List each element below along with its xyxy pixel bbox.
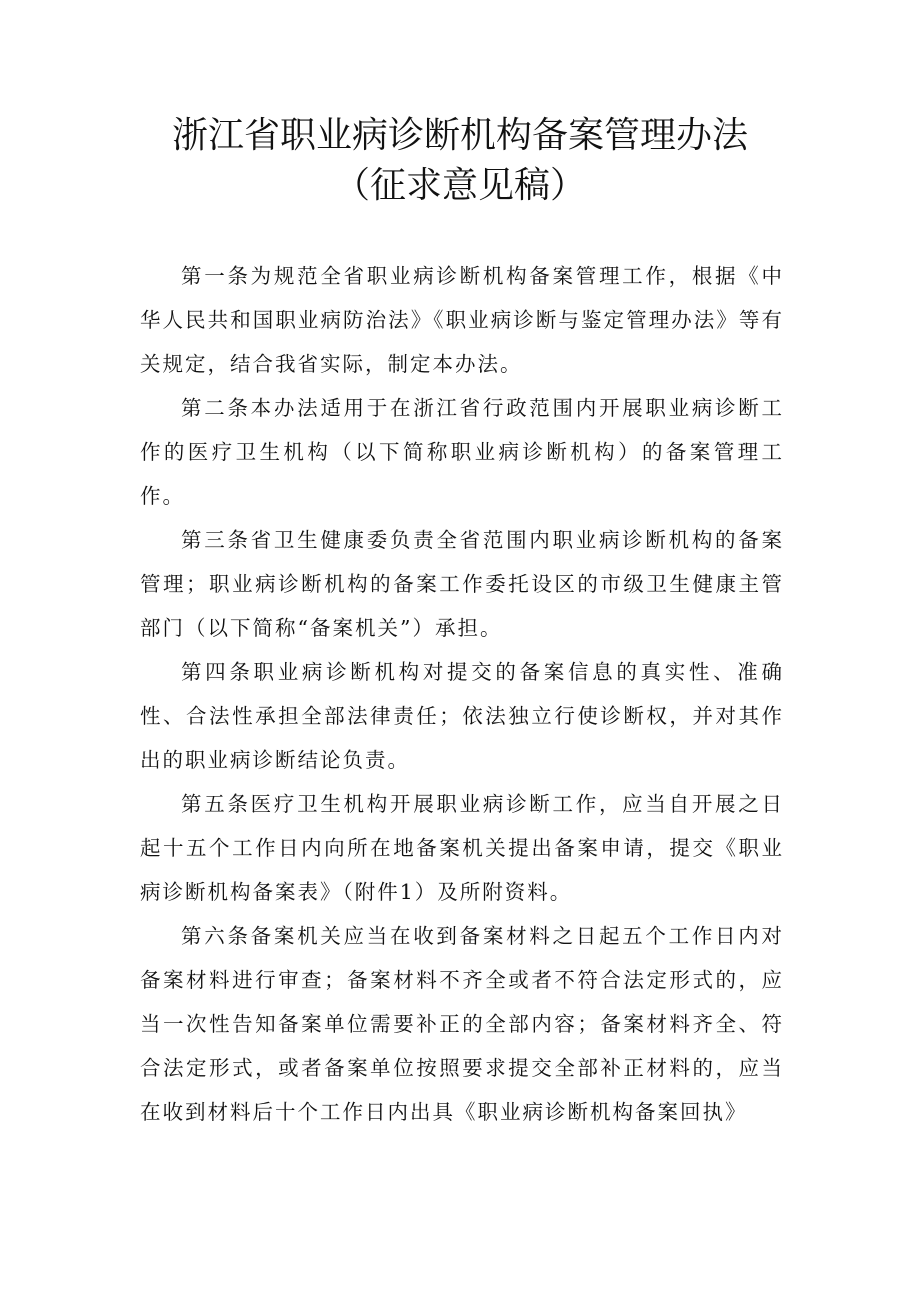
article-4: 第四条职业病诊断机构对提交的备案信息的真实性、准确性、合法性承担全部法律责任；依法独立行使诊断权，并对其作出的职业病诊断结论负责。 (140, 660, 784, 772)
article-6: 第六条备案机关应当在收到备案材料之日起五个工作日内对备案材料进行审查；备案材料不齐全或者不符合法定形式的，应当一次性告知备案单位需要补正的全部内容；备案材料齐全、符合法定形式，或者备案单位按照要求提交全部补正材料的，应当在收到材料后十个工作日内出具《职业病诊断机构备案回执》 (140, 924, 784, 1124)
article-2: 第二条本办法适用于在浙江省行政范围内开展职业病诊断工作的医疗卫生机构（以下简称职业病诊断机构）的备案管理工作。 (140, 396, 784, 508)
document-title: 浙江省职业病诊断机构备案管理办法 (171, 115, 748, 156)
article-3: 第三条省卫生健康委负责全省范围内职业病诊断机构的备案管理；职业病诊断机构的备案工作委托设区的市级卫生健康主管部门（以下简称“备案机关”）承担。 (140, 528, 784, 640)
article-5: 第五条医疗卫生机构开展职业病诊断工作，应当自开展之日起十五个工作日内向所在地备案机关提出备案申请，提交《职业病诊断机构备案表》（附件1）及所附资料。 (140, 792, 784, 904)
document-subtitle: （征求意见稿） (333, 165, 586, 206)
article-1: 第一条为规范全省职业病诊断机构备案管理工作，根据《中华人民共和国职业病防治法》《职业病诊断与鉴定管理办法》等有关规定，结合我省实际，制定本办法。 (140, 264, 784, 376)
document-body (140, 254, 784, 1134)
